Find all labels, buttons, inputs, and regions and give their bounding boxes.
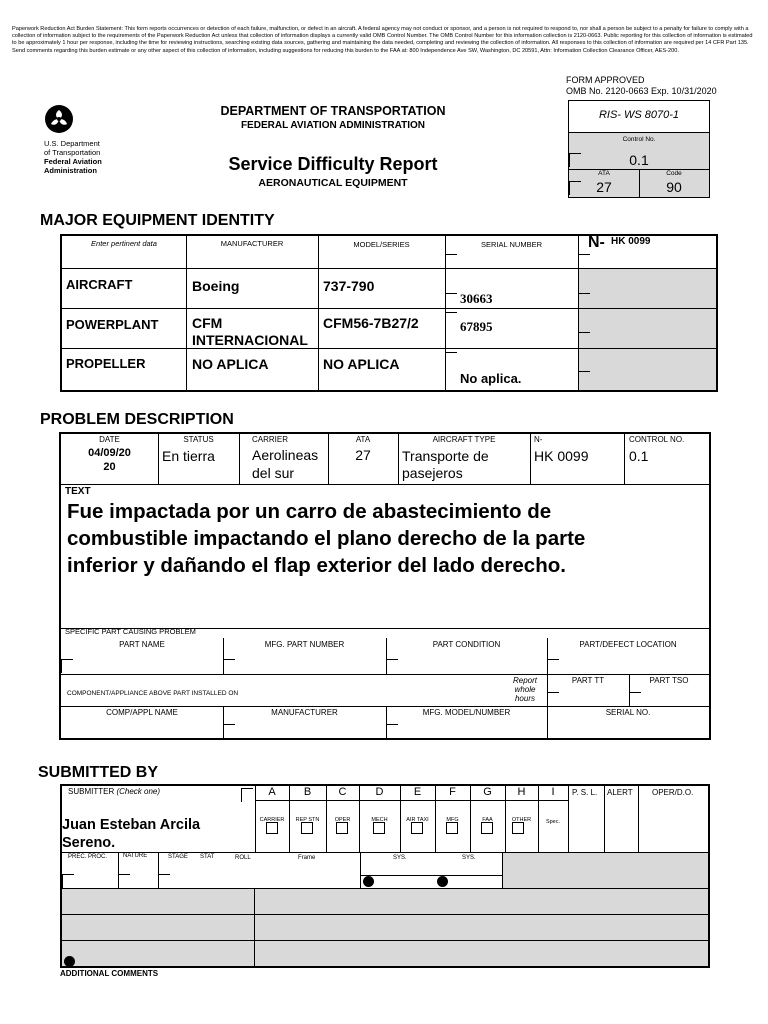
submitter-type-label: AIR TAXI [406, 817, 429, 823]
submitter-name-line: Sereno. [62, 835, 116, 851]
stage-label: STAGE [168, 854, 188, 860]
submitter-type-label: OPER [334, 817, 351, 823]
sys-label: SYS. [462, 855, 476, 861]
prec-proc-label: PREC. PROC. [68, 854, 108, 860]
submitter-letter: A [268, 786, 276, 798]
submitter-checkbox[interactable] [411, 822, 423, 834]
equip-row-model: NO APLICA [323, 356, 400, 372]
submitted-table [60, 784, 710, 968]
report-whole-hours-line: hours [514, 694, 535, 703]
submitter-name [62, 816, 200, 852]
agency-line3: Federal Aviation [44, 157, 102, 166]
equipment-heading: MAJOR EQUIPMENT IDENTITY [40, 212, 275, 229]
control-no-label: Control No. [622, 136, 656, 143]
comp-manufacturer-label: MANUFACTURER [271, 708, 338, 717]
problem-aircraft-type-label: AIRCRAFT TYPE [432, 435, 496, 444]
additional-comments-label: ADDITIONAL COMMENTS [60, 969, 159, 978]
submitter-name-line: Juan Esteban Arcila [62, 817, 201, 833]
component-label: COMPONENT/APPLIANCE ABOVE PART INSTALLED ON [67, 690, 239, 697]
problem-text-line: combustible impactando el plano derecho de la parte [67, 527, 586, 550]
control-no-value: 0.1 [629, 152, 649, 168]
mfg-model-number-label: MFG. MODEL/NUMBER [422, 708, 511, 717]
code-label: Code [666, 170, 682, 177]
problem-n-label: N- [534, 435, 543, 444]
serial-no-label: SERIAL NO. [605, 708, 651, 717]
equip-col-model: MODEL/SERIES [353, 240, 410, 249]
frame-label: Frame [298, 855, 316, 861]
equip-row-manufacturer2: INTERNACIONAL [192, 332, 308, 348]
part-tt-label: PART TT [571, 676, 605, 685]
submitter-label-text: SUBMITTER [68, 787, 115, 796]
equip-row-label: AIRCRAFT [66, 277, 133, 292]
check-one-text: (Check one) [116, 787, 161, 796]
submitter-type-label: OTHER [511, 817, 532, 823]
submitter-checkbox[interactable] [512, 822, 524, 834]
submitter-type-label: CARRIER [259, 817, 285, 823]
problem-carrier-label: CARRIER [252, 435, 289, 444]
equip-row-model: 737-790 [323, 278, 375, 294]
agency-line2: of Transportation [44, 148, 101, 157]
problem-control-value: 0.1 [629, 448, 649, 464]
ata-value: 27 [596, 179, 612, 195]
submitter-checkbox[interactable] [301, 822, 313, 834]
bullet-dot [437, 876, 448, 887]
problem-ata-value: 27 [355, 447, 371, 463]
submitter-letter: E [413, 786, 422, 798]
specific-part-label: SPECIFIC PART CAUSING PROBLEM [65, 627, 196, 636]
problem-status-value: En tierra [162, 448, 215, 464]
report-whole-hours-line: whole [514, 685, 536, 694]
problem-date-label: DATE [99, 435, 120, 444]
submitter-type-label: MECH [371, 817, 388, 823]
equip-row-model: CFM56-7B27/2 [323, 315, 419, 331]
submitter-checkbox[interactable] [266, 822, 278, 834]
submitter-label [68, 787, 160, 796]
agency-line4: Administration [44, 166, 97, 175]
equip-row-serial: 30663 [460, 291, 493, 306]
comp-appl-name-label: COMP/APPL NAME [106, 708, 178, 717]
submitter-letter: F [449, 786, 456, 798]
omb-number: OMB No. 2120-0663 Exp. 10/31/2020 [566, 86, 717, 96]
sys-label: SYS. [393, 855, 407, 861]
submitter-type-label: Spec. [545, 819, 561, 825]
submitter-type-label: MFG [446, 817, 459, 823]
report-whole-hours [501, 676, 549, 703]
equip-row-serial: No aplica. [460, 371, 522, 386]
equip-col-manufacturer: MANUFACTURER [220, 239, 284, 248]
problem-text-line: inferior y dañando el flap exterior del lado derecho. [67, 554, 566, 577]
problem-control-label: CONTROL NO. [629, 435, 685, 444]
problem-text-body [67, 498, 707, 579]
problem-carrier-value2: del sur [252, 465, 295, 481]
agency-line1: U.S. Department [44, 139, 100, 148]
submitter-letter: I [551, 786, 555, 798]
problem-ata-label: ATA [355, 435, 371, 444]
equip-row-manufacturer: CFM [192, 315, 223, 331]
mfg-part-number-label: MFG. PART NUMBER [264, 640, 345, 649]
equip-row-label: PROPELLER [66, 356, 146, 371]
form-title: Service Difficulty Report [228, 154, 438, 174]
part-name-label: PART NAME [119, 640, 165, 649]
submitter-letter: D [375, 786, 384, 798]
report-whole-hours-line: Report [512, 676, 537, 685]
problem-aircraft-type-value2: pasejeros [402, 465, 463, 481]
dot-logo [44, 104, 74, 134]
equipment-table [60, 234, 718, 392]
oper-do-label: OPER/D.O. [652, 788, 694, 797]
roll-label: ROLL [235, 855, 251, 861]
part-tso-label: PART TSO [649, 676, 689, 685]
equip-row-manufacturer: Boeing [192, 278, 240, 294]
submitter-letter: G [483, 786, 492, 798]
problem-heading: PROBLEM DESCRIPTION [40, 411, 234, 428]
problem-n-value: HK 0099 [534, 448, 589, 464]
ata-label: ATA [598, 170, 610, 177]
form-subtitle: AERONAUTICAL EQUIPMENT [258, 177, 408, 189]
code-value: 90 [666, 179, 682, 195]
submitter-checkbox[interactable] [446, 822, 458, 834]
control-box [568, 100, 710, 198]
problem-date-value2: 20 [103, 461, 116, 473]
part-condition-label: PART CONDITION [432, 640, 501, 649]
part-defect-location-label: PART/DEFECT LOCATION [579, 640, 677, 649]
equip-n-value: HK 0099 [611, 236, 651, 247]
submitter-letter: C [338, 786, 347, 798]
nature-label: NATURE [123, 853, 148, 859]
burden-statement: Paperwork Reduction Act Burden Statement: This form reports occurrences or detection of each failure, malfunction, or defect in an aircraft. A federal agency may not conduct or sponsor, and a person is not required to respond to, nor shall a person be subject to a penalty for failure to comply with a collection of information subject to the requirements of the Paperwork Reduction Act unless that collection of information displays a currently valid OMB Control Number. The OMB Control Number for this information collection is 2120-0663. Public reporting for this collection of information is estimated to be approximately 1 hour per response, including the time for reviewing instructions, searching existing data sources, gathering and maintaining the data needed, completing and reviewing the collection of information. All responses to this collection of information are required per 14 CFR Part 135. Send comments regarding this burden estimate or any other aspect of this collection of information, including suggestions for reducing this burden to the FAA at: 800 Independence Ave SW, Washington, DC 20591, Attn: Information Collection Clearance Officer, AES-200. [12, 26, 753, 54]
equip-row-label: POWERPLANT [66, 317, 159, 332]
dept-title: DEPARTMENT OF TRANSPORTATION [220, 104, 446, 118]
equip-col-serial: SERIAL NUMBER [481, 240, 542, 249]
form-approved: FORM APPROVED [566, 75, 645, 85]
agency-name [44, 139, 102, 175]
equip-n-prefix: N- [588, 234, 605, 251]
problem-carrier-value: Aerolineas [252, 447, 319, 463]
stat-label: STAT [200, 854, 215, 860]
form-id: RIS- WS 8070-1 [598, 109, 680, 121]
submitter-type-label: FAA [482, 817, 493, 823]
problem-date-value: 04/09/20 [88, 447, 131, 459]
bullet-dot [64, 956, 75, 967]
submitter-checkbox[interactable] [481, 822, 493, 834]
problem-status-label: STATUS [183, 435, 214, 444]
submitter-checkbox[interactable] [336, 822, 348, 834]
problem-text-line: Fue impactada por un carro de abastecimiento de [67, 500, 552, 523]
submitted-heading: SUBMITTED BY [38, 764, 158, 781]
submitter-letter: H [517, 786, 526, 798]
alert-label: ALERT [607, 788, 633, 797]
problem-aircraft-type-value: Transporte de [402, 448, 489, 464]
equip-col-hint: Enter pertinent data [91, 239, 157, 248]
equip-row-serial: 67895 [460, 319, 493, 334]
equip-row-manufacturer: NO APLICA [192, 356, 269, 372]
psl-label: P. S. L. [572, 788, 598, 797]
submitter-checkbox[interactable] [373, 822, 385, 834]
bullet-dot [363, 876, 374, 887]
problem-table [59, 432, 711, 740]
submitter-letter: B [303, 786, 312, 798]
faa-title: FEDERAL AVIATION ADMINISTRATION [240, 120, 426, 131]
problem-text-label: TEXT [65, 486, 91, 497]
submitter-type-label: REP STN [295, 817, 320, 823]
